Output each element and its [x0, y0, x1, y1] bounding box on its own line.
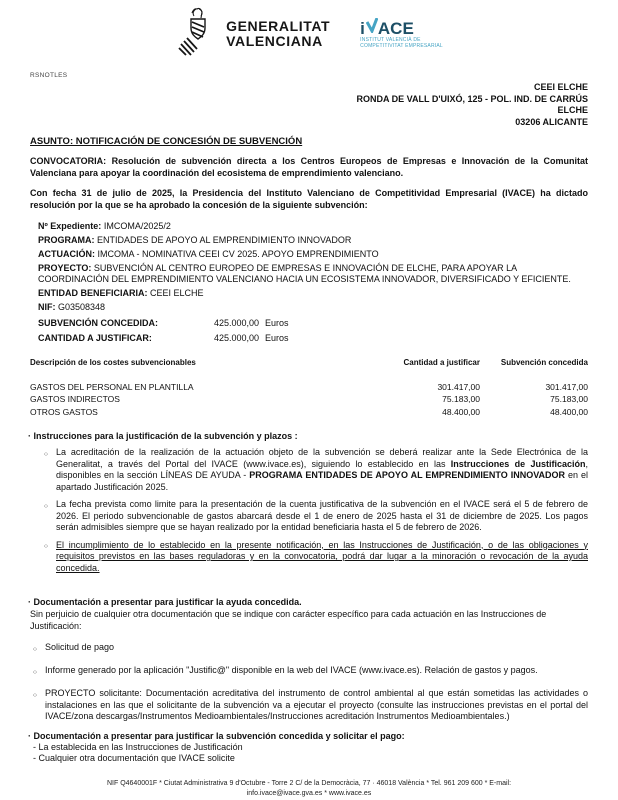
ivace-subtitle-line2: COMPETITIVITAT EMPRESARIAL: [360, 42, 443, 49]
recipient-address: RONDA DE VALL D'UIXÓ, 125 - POL. IND. DE CARRÚS: [356, 93, 588, 104]
date-paragraph: Con fecha 31 de julio de 2025, la Presidencia del Instituto Valenciano de Competitividad Empresarial (IVACE) ha dictado resolución por la que se ha aprobado la concesión de la siguiente subvención:: [30, 188, 588, 210]
circle-bullet-icon: ○: [33, 645, 37, 653]
col-header-cantidad: Cantidad a justificar: [403, 358, 480, 367]
circle-bullet-icon: ○: [44, 502, 48, 510]
amount-currency: Euros: [265, 317, 289, 328]
field-label: NIF:: [38, 302, 56, 312]
costs-table: [30, 357, 588, 418]
field-value: SUBVENCIÓN AL CENTRO EUROPEO DE EMPRESAS E INNOVACIÓN DE ELCHE, PARA APOYAR LA COORDINACIÓN DEL EMPRENDIMIENTO VALENCIANO HACIA UN ECOSISTEMA INNOVADOR, DIVERSIFICADO Y EFICIENTE.: [38, 263, 571, 284]
bullet-text: La fecha prevista como limite para la presentación de la cuenta justificativa de la subvención en el IVACE será el 5 de febrero de 2026. El periodo subvencionable de gastos abarcará desde el 1 de enero de 2025 hasta el 31 de diciembre de 2025. Los pagos serán admisibles siempre que se hayan realizado por la entidad beneficiaria hasta el 5 de febrero de 2026.: [56, 499, 588, 532]
cost-desc: OTROS GASTOS: [30, 406, 98, 417]
proyecto-field: [38, 263, 574, 285]
cost-concedida: 301.417,00: [545, 381, 588, 392]
expediente-number-field: [38, 221, 574, 232]
convocatoria-paragraph: [30, 156, 588, 179]
recipient-name: CEEI ELCHE: [533, 82, 588, 92]
amount-label: SUBVENCIÓN CONCEDIDA:: [38, 317, 159, 328]
instruction-bullet-fecha-limite: [44, 499, 588, 534]
ivace-checkmark-icon: [366, 18, 378, 35]
recipient-block: [0, 82, 588, 128]
subject-line: ASUNTO: NOTIFICACIÓN DE CONCESIÓN DE SUBVENCIÓN: [30, 136, 303, 147]
col-header-descripcion: Descripción de los costes subvencionables: [30, 358, 196, 367]
costs-table-header: [30, 357, 588, 370]
field-value: IMCOMA/2025/2: [103, 221, 171, 231]
subvencion-concedida-row: [38, 318, 574, 329]
circle-bullet-icon: ○: [33, 668, 37, 676]
table-spacer: [30, 370, 588, 381]
field-label: ENTIDAD BENEFICIARIA:: [38, 288, 148, 298]
convocatoria-text: Resolución de subvención directa a los Centros Europeos de Empresas e Innovación de la Comunitat Valenciana para apoyar la coordinación del ecosistema de emprendimiento valenciano.: [30, 156, 588, 178]
col-header-subvencion: Subvención concedida: [500, 358, 588, 367]
field-value: G03508348: [58, 302, 106, 312]
docs-payment-item: - La establecida en las Instrucciones de Justificación: [33, 741, 243, 752]
bullet-text: [56, 447, 588, 493]
footer-line1: NIF Q4640001F * Ciutat Administrativa 9 d'Octubre - Torre 2 C/ de la Democràcia, 77 · 46018 València * Tel. 961 209 600 * E-mail:: [106, 779, 512, 787]
ivace-logo-word: [360, 18, 443, 36]
cost-justificar: 48.400,00: [442, 406, 480, 417]
expediente-section: [38, 221, 574, 344]
doc-bullet-solicitud: [33, 642, 588, 655]
table-row: [30, 393, 588, 406]
footer-line2: info.ivace@ivace.gva.es * www.ivace.es: [246, 789, 372, 797]
circle-bullet-icon: ○: [44, 450, 48, 458]
ivace-letter-i: i: [360, 19, 365, 38]
actuacion-field: [38, 249, 574, 260]
amount-label: CANTIDAD A JUSTIFICAR:: [38, 333, 152, 343]
ref-code: RSNOTLES: [30, 72, 68, 79]
amount-value: 425.000,00: [214, 333, 260, 343]
bullet-text: Solicitud de pago: [45, 642, 115, 652]
bullet1-seg3: , disponibles en la sección LÍNEAS DE AYUDA -: [56, 458, 588, 480]
gva-logo-line2: VALENCIANA: [226, 32, 323, 49]
bullet1-seg4: PROGRAMA ENTIDADES DE APOYO AL EMPRENDIMIENTO INNOVADOR: [249, 470, 566, 480]
recipient-postal: 03206 ALICANTE: [515, 116, 588, 127]
instruction-bullet-acreditacion: [44, 447, 588, 493]
recipient-city: ELCHE: [557, 105, 588, 115]
ivace-letters-ace: ACE: [377, 19, 414, 38]
cost-concedida: 48.400,00: [550, 406, 588, 417]
docs-payment-item: - Cualquier otra documentación que IVACE solicite: [33, 753, 235, 763]
doc-bullet-proyecto: [33, 688, 588, 723]
entidad-field: [38, 288, 574, 299]
bullet-text: Informe generado por la aplicación "Justific@" disponible en la web del IVACE (www.ivace.es). Relación de gastos y pagos.: [45, 665, 538, 675]
nif-field: [38, 302, 574, 313]
generalitat-valenciana-logo: [175, 6, 330, 61]
page-footer: [0, 779, 618, 799]
convocatoria-label: CONVOCATORIA:: [30, 156, 107, 166]
docs-justify-intro: Sin perjuicio de cualquier otra documentación que se indique con carácter específico para cada actuación en las Instrucciones de Justificación:: [30, 609, 547, 631]
gva-logo-text: [226, 19, 330, 49]
field-value: ENTIDADES DE APOYO AL EMPRENDIMIENTO INNOVADOR: [97, 235, 352, 245]
programa-field: [38, 235, 574, 246]
cost-desc: GASTOS INDIRECTOS: [30, 394, 120, 404]
cost-concedida: 75.183,00: [550, 394, 588, 404]
bullet1-seg1: La acreditación de la realización de la actuación objeto de la subvención se deberá realizar ante la Sede Electrónica de la Generalitat, a través del Portal del IVACE (www.ivace.es), siguiendo lo establecido en las: [56, 447, 588, 469]
amount-value: 425.000,00: [214, 317, 260, 328]
bullet-text-underlined: El incumplimiento de lo establecido en la presente notificación, en las Instrucciones de Justificación, o de las obligaciones y requisitos previstos en las bases reguladoras y en la convocatoria, podrá dar lugar a la minoración o revocación de la ayuda concedida.: [56, 539, 588, 573]
instruction-bullet-incumplimiento: [44, 540, 588, 575]
cost-justificar: 75.183,00: [442, 394, 480, 404]
docs-justify-title: · Documentación a presentar para justificar la ayuda concedida.: [28, 597, 302, 607]
field-label: ACTUACIÓN:: [38, 249, 95, 259]
field-label: Nº Expediente:: [38, 221, 102, 231]
bullet1-seg2: Instrucciones de Justificación: [450, 458, 586, 469]
field-value: CEEI ELCHE: [150, 288, 204, 298]
gva-logo-line1: GENERALITAT: [226, 17, 331, 34]
ivace-subtitle-line1: INSTITUT VALENCIÀ DE: [360, 37, 421, 43]
field-value: IMCOMA - NOMINATIVA CEEI CV 2025. APOYO EMPRENDIMIENTO: [97, 249, 379, 259]
docs-payment-title: · Documentación a presentar para justificar la subvención concedida y solicitar el pago:: [28, 730, 405, 741]
circle-bullet-icon: ○: [33, 691, 37, 699]
ivace-logo: [360, 6, 443, 49]
bullet-text: PROYECTO solicitante: Documentación acreditativa del instrumento de control ambiental al que están sometidas las actividades o instalaciones en las que el solicitante de la subvención va a ejecutar el proyecto (consulte las instrucciones previstas en el portal del IVACE/zona descargas/Instrumentos Medioambientales/Instrucciones acreditación Instrumentos Medioambientales.): [45, 688, 588, 721]
ivace-logo-subtitle: [360, 38, 443, 49]
gva-coat-of-arms-icon: [175, 6, 219, 61]
cantidad-justificar-row: [38, 333, 574, 344]
cost-justificar: 301.417,00: [437, 381, 480, 392]
header-logos: [0, 0, 618, 58]
table-row: [30, 406, 588, 419]
cost-desc: GASTOS DEL PERSONAL EN PLANTILLA: [30, 381, 194, 392]
amount-currency: Euros: [265, 333, 289, 343]
bullet1-seg5: en el apartado Justificación 2025.: [56, 470, 588, 492]
field-label: PROGRAMA:: [38, 235, 95, 245]
field-label: PROYECTO:: [38, 263, 92, 273]
doc-bullet-informe: [33, 665, 588, 678]
instructions-title: · Instrucciones para la justificación de la subvención y plazos :: [28, 431, 298, 441]
circle-bullet-icon: ○: [44, 543, 48, 550]
table-row: [30, 381, 588, 394]
